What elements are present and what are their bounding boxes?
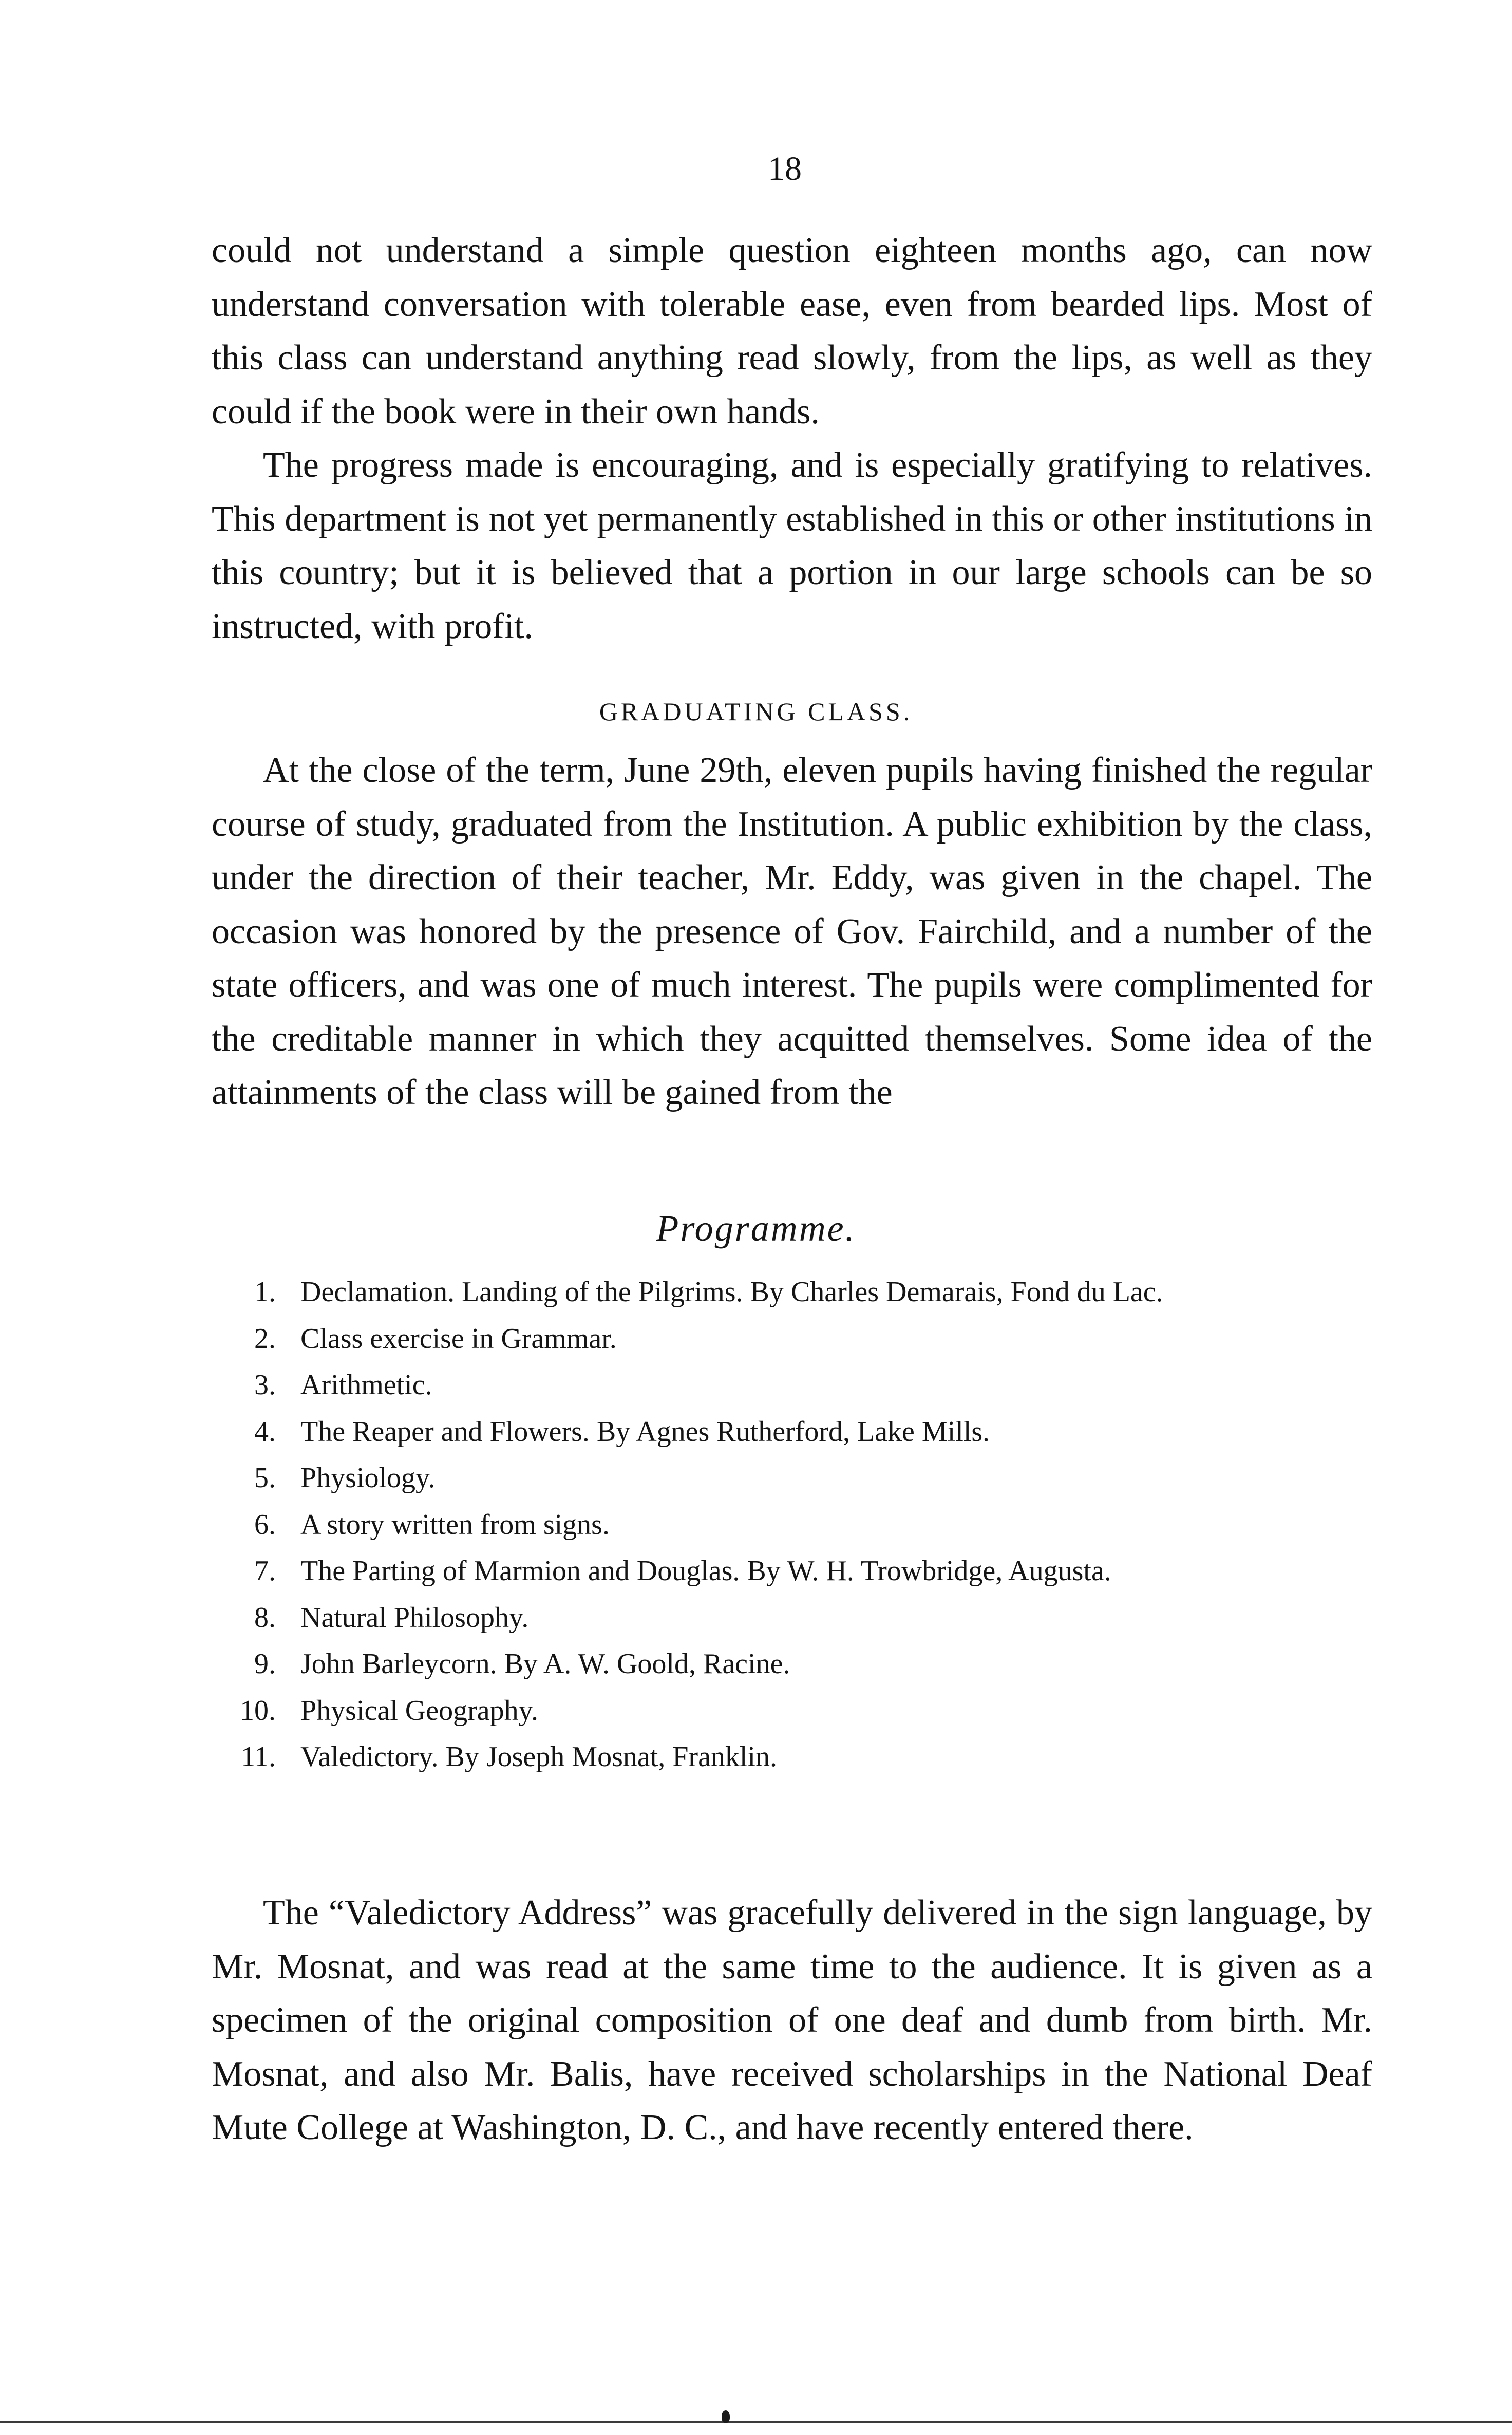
programme-item-number: 9. bbox=[254, 1648, 276, 1680]
programme-item bbox=[222, 1641, 1372, 1688]
programme-item-text: Class exercise in Grammar. bbox=[300, 1322, 617, 1355]
paragraph-progress: The progress made is encouraging, and is especially gratifying to relatives. This department is not yet permanently established in this or other institutions in this country; but it is believed that a portion in our large schools can be so instructed, with profit. bbox=[212, 445, 1372, 646]
programme-item-text: The Parting of Marmion and Douglas. By W. H. Trowbridge, Augusta. bbox=[300, 1555, 1111, 1587]
programme-item-number: 7. bbox=[254, 1555, 276, 1587]
programme-item-number: 8. bbox=[254, 1601, 276, 1634]
programme-item bbox=[222, 1734, 1372, 1781]
programme-item-number: 5. bbox=[254, 1462, 276, 1494]
graduating-text-block bbox=[212, 744, 1372, 1120]
programme-item-text: Natural Philosophy. bbox=[300, 1601, 529, 1634]
top-text-block bbox=[212, 224, 1372, 653]
programme-item-text: Declamation. Landing of the Pilgrims. By Charles Demarais, Fond du Lac. bbox=[300, 1276, 1163, 1308]
programme-item-text: Physiology. bbox=[300, 1462, 436, 1494]
programme-item-number: 2. bbox=[254, 1322, 276, 1355]
programme-item-number: 3. bbox=[254, 1369, 276, 1401]
paragraph-continuation: could not understand a simple question eighteen months ago, can now understand conversation with tolerable ease, even from bearded lips. Most of this class can understand anything read slowly, from the lips, as well as they could if the book were in their own hands. bbox=[212, 231, 1372, 432]
programme-item-number: 10. bbox=[240, 1694, 276, 1727]
programme-item-text: Physical Geography. bbox=[300, 1694, 538, 1727]
section-heading: GRADUATING CLASS. bbox=[599, 697, 913, 726]
programme-item bbox=[222, 1502, 1372, 1548]
page-number: 18 bbox=[768, 150, 802, 188]
programme-item bbox=[222, 1316, 1372, 1362]
programme-item bbox=[222, 1595, 1372, 1641]
ornament-mark bbox=[722, 2410, 730, 2423]
programme-item-number: 4. bbox=[254, 1415, 276, 1448]
programme-item-text: Valedictory. By Joseph Mosnat, Franklin. bbox=[300, 1741, 778, 1773]
paragraph-valedictory: The “Valedictory Address” was gracefully delivered in the sign language, by Mr. Mosnat, and was read at the same time to the audience. It is given as a specimen of the original composition of one deaf and dumb from birth. Mr. Mosnat, and also Mr. Balis, have received scholarships in the National Deaf Mute College at Washington, D. C., and have recently entered there. bbox=[212, 1893, 1372, 2147]
paragraph-graduating: At the close of the term, June 29th, eleven pupils having finished the regular course of study, graduated from the Institution. A public exhibition by the class, under the direction of their teacher, Mr. Eddy, was given in the chapel. The occasion was honored by the presence of Gov. Fairchild, and a number of the state officers, and was one of much interest. The pupils were complimented for the creditable manner in which they acquitted themselves. Some idea of the attainments of the class will be gained from the bbox=[212, 751, 1372, 1112]
programme-item bbox=[222, 1269, 1372, 1316]
programme-item-text: A story written from signs. bbox=[300, 1508, 610, 1541]
programme-item-number: 6. bbox=[254, 1508, 276, 1541]
programme-item-text: John Barleycorn. By A. W. Goold, Racine. bbox=[300, 1648, 790, 1680]
programme-item bbox=[222, 1548, 1372, 1595]
programme-item bbox=[222, 1455, 1372, 1502]
bottom-rule bbox=[0, 2421, 1512, 2423]
programme-item bbox=[222, 1409, 1372, 1455]
programme-title: Programme. bbox=[656, 1208, 856, 1249]
programme-list bbox=[222, 1269, 1372, 1781]
programme-item-text: The Reaper and Flowers. By Agnes Rutherford, Lake Mills. bbox=[300, 1415, 990, 1448]
programme-item-text: Arithmetic. bbox=[300, 1369, 432, 1401]
valedictory-text-block bbox=[212, 1886, 1372, 2155]
programme-item-number: 1. bbox=[254, 1276, 276, 1308]
programme-item bbox=[222, 1362, 1372, 1409]
programme-item bbox=[222, 1688, 1372, 1734]
programme-item-number: 11. bbox=[241, 1741, 276, 1773]
